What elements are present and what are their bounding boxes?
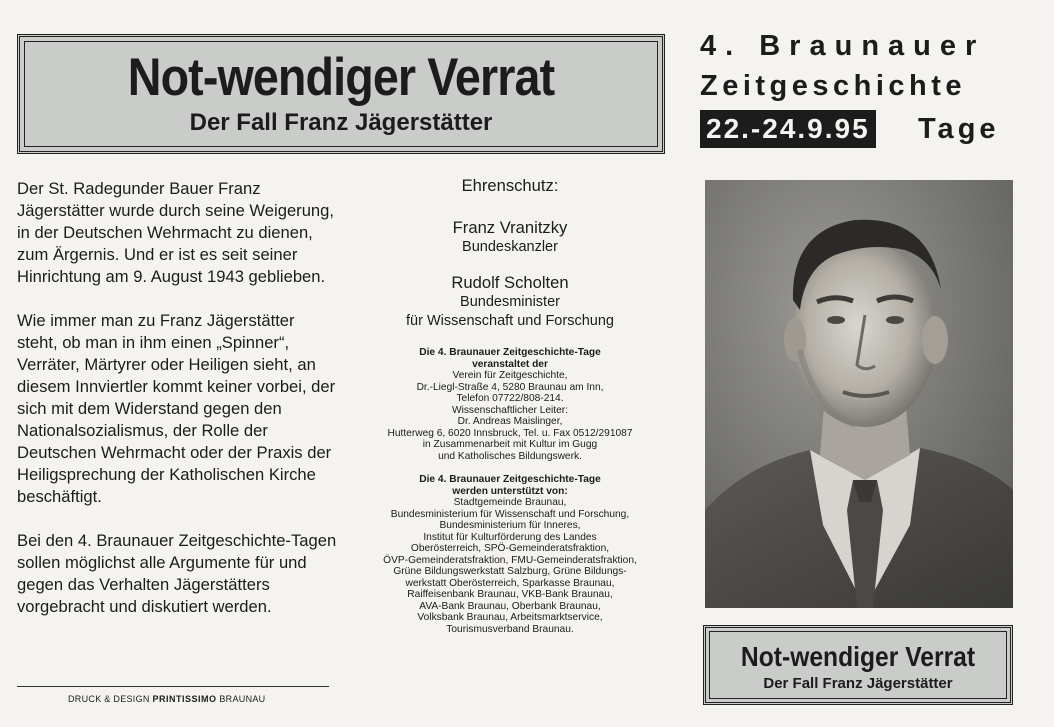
bottom-main-title: Not-wendiger Verrat	[740, 641, 976, 672]
patron-name: Rudolf Scholten	[451, 273, 569, 292]
supporter-line: ÖVP-Gemeinderatsfraktion, FMU-Gemeinderatsfraktion,	[383, 554, 637, 566]
organizer-line: Wissenschaftlicher Leiter:	[451, 404, 569, 416]
event-title-line3: Tage	[918, 113, 1000, 145]
patron-role: Bundeskanzler	[462, 239, 558, 255]
printer-credit-prefix: DRUCK & DESIGN	[68, 694, 150, 704]
title-box	[17, 34, 665, 154]
supporter-line: Bundesministerium für Wissenschaft und Forschung,	[390, 508, 630, 520]
intro-paragraph: Wie immer man zu Franz Jägerstätter steht, ob man in ihm einen „Spinner“, Verräter, Märtyrer oder Heiligen sieht, an diesem Innviertler kommt keiner vorbei, der sich mit dem Widerstand gegen den Nationalsozialismus, der Rolle der Deutschen Wehrmacht oder der Praxis der Heiligsprechung der Katholischen Kirche beschäftigt.	[17, 311, 336, 506]
printer-brand: PRINTISSIMO	[152, 694, 217, 704]
event-date-badge: 22.-24.9.95	[700, 110, 876, 148]
bottom-subtitle: Der Fall Franz Jägerstätter	[763, 675, 953, 692]
patron-name: Franz Vranitzky	[452, 218, 568, 237]
subtitle: Der Fall Franz Jägerstätter	[189, 109, 493, 136]
supporter-line: AVA-Bank Braunau, Oberbank Braunau,	[419, 600, 601, 612]
intro-paragraph: Bei den 4. Braunauer Zeitgeschichte-Tagen sollen möglichst alle Argumente für und gegen das Verhalten Jägerstätters vorgebracht und diskutiert werden.	[17, 531, 337, 616]
printer-credit	[68, 694, 265, 704]
supporter-line: Volksbank Braunau, Arbeitsmarktservice,	[417, 612, 603, 623]
bottom-title-box-inner-frame	[709, 631, 1007, 699]
organizer-heading: Die 4. Braunauer Zeitgeschichte-Tage veranstaltet der	[419, 347, 601, 370]
supporter-line: Stadtgemeinde Braunau,	[453, 497, 567, 508]
intro-text-column	[17, 178, 337, 640]
printer-credit-suffix: BRAUNAU	[219, 694, 266, 704]
bottom-title-box	[703, 625, 1013, 705]
supporter-line: Institut für Kulturförderung des Landes	[423, 531, 597, 543]
supporter-line: Raiffeisenbank Braunau, VKB-Bank Braunau,	[407, 589, 613, 600]
patronage-column	[345, 176, 675, 635]
supporter-line: Bundesministerium für Inneres,	[439, 520, 581, 531]
supporter-line: Oberösterreich, SPÖ-Gemeinderatsfraktion,	[410, 543, 610, 554]
supporter-line: Grüne Bildungswerkstatt Salzburg, Grüne Bildungs-	[393, 566, 627, 577]
patron-role: Bundesminister für Wissenschaft und Forschung	[406, 294, 614, 329]
supporters-list	[345, 497, 675, 635]
organizer-line: Dr. Andreas Maislinger,	[457, 416, 563, 427]
organizer-line: Hutterweg 6, 6020 Innsbruck, Tel. u. Fax 0512/291087	[387, 427, 633, 439]
main-title: Not-wendiger Verrat	[127, 48, 555, 107]
intro-paragraph: Der St. Radegunder Bauer Franz Jägerstätter wurde durch seine Weigerung, in der Deutschen Wehrmacht zu dienen, zum Ärgernis. Und er ist es seit seiner Hinrichtung am 9. August 1943 geblieben.	[17, 179, 334, 286]
organizer-details	[345, 370, 675, 462]
event-title-line2: Zeitgeschichte	[700, 70, 967, 102]
event-title-line1: 4. Braunauer	[700, 30, 986, 62]
patronage-heading: Ehrenschutz:	[461, 176, 559, 195]
portrait-photo	[705, 180, 1013, 608]
supporters-heading: Die 4. Braunauer Zeitgeschichte-Tage werden unterstützt von:	[419, 474, 601, 497]
supporter-line: werkstatt Oberösterreich, Sparkasse Braunau,	[405, 577, 615, 589]
organizer-line: Dr.-Liegl-Straße 4, 5280 Braunau am Inn,	[416, 381, 604, 393]
organizer-line: Verein für Zeitgeschichte,	[452, 370, 568, 381]
footer-divider	[17, 686, 329, 687]
organizer-line: Telefon 07722/808-214.	[456, 393, 564, 404]
supporter-line: Tourismusverband Braunau.	[446, 623, 574, 635]
organizer-line: und Katholisches Bildungswerk.	[438, 450, 582, 462]
title-box-inner-frame	[24, 41, 658, 147]
organizer-line: in Zusammenarbeit mit Kultur im Gugg	[422, 439, 598, 450]
